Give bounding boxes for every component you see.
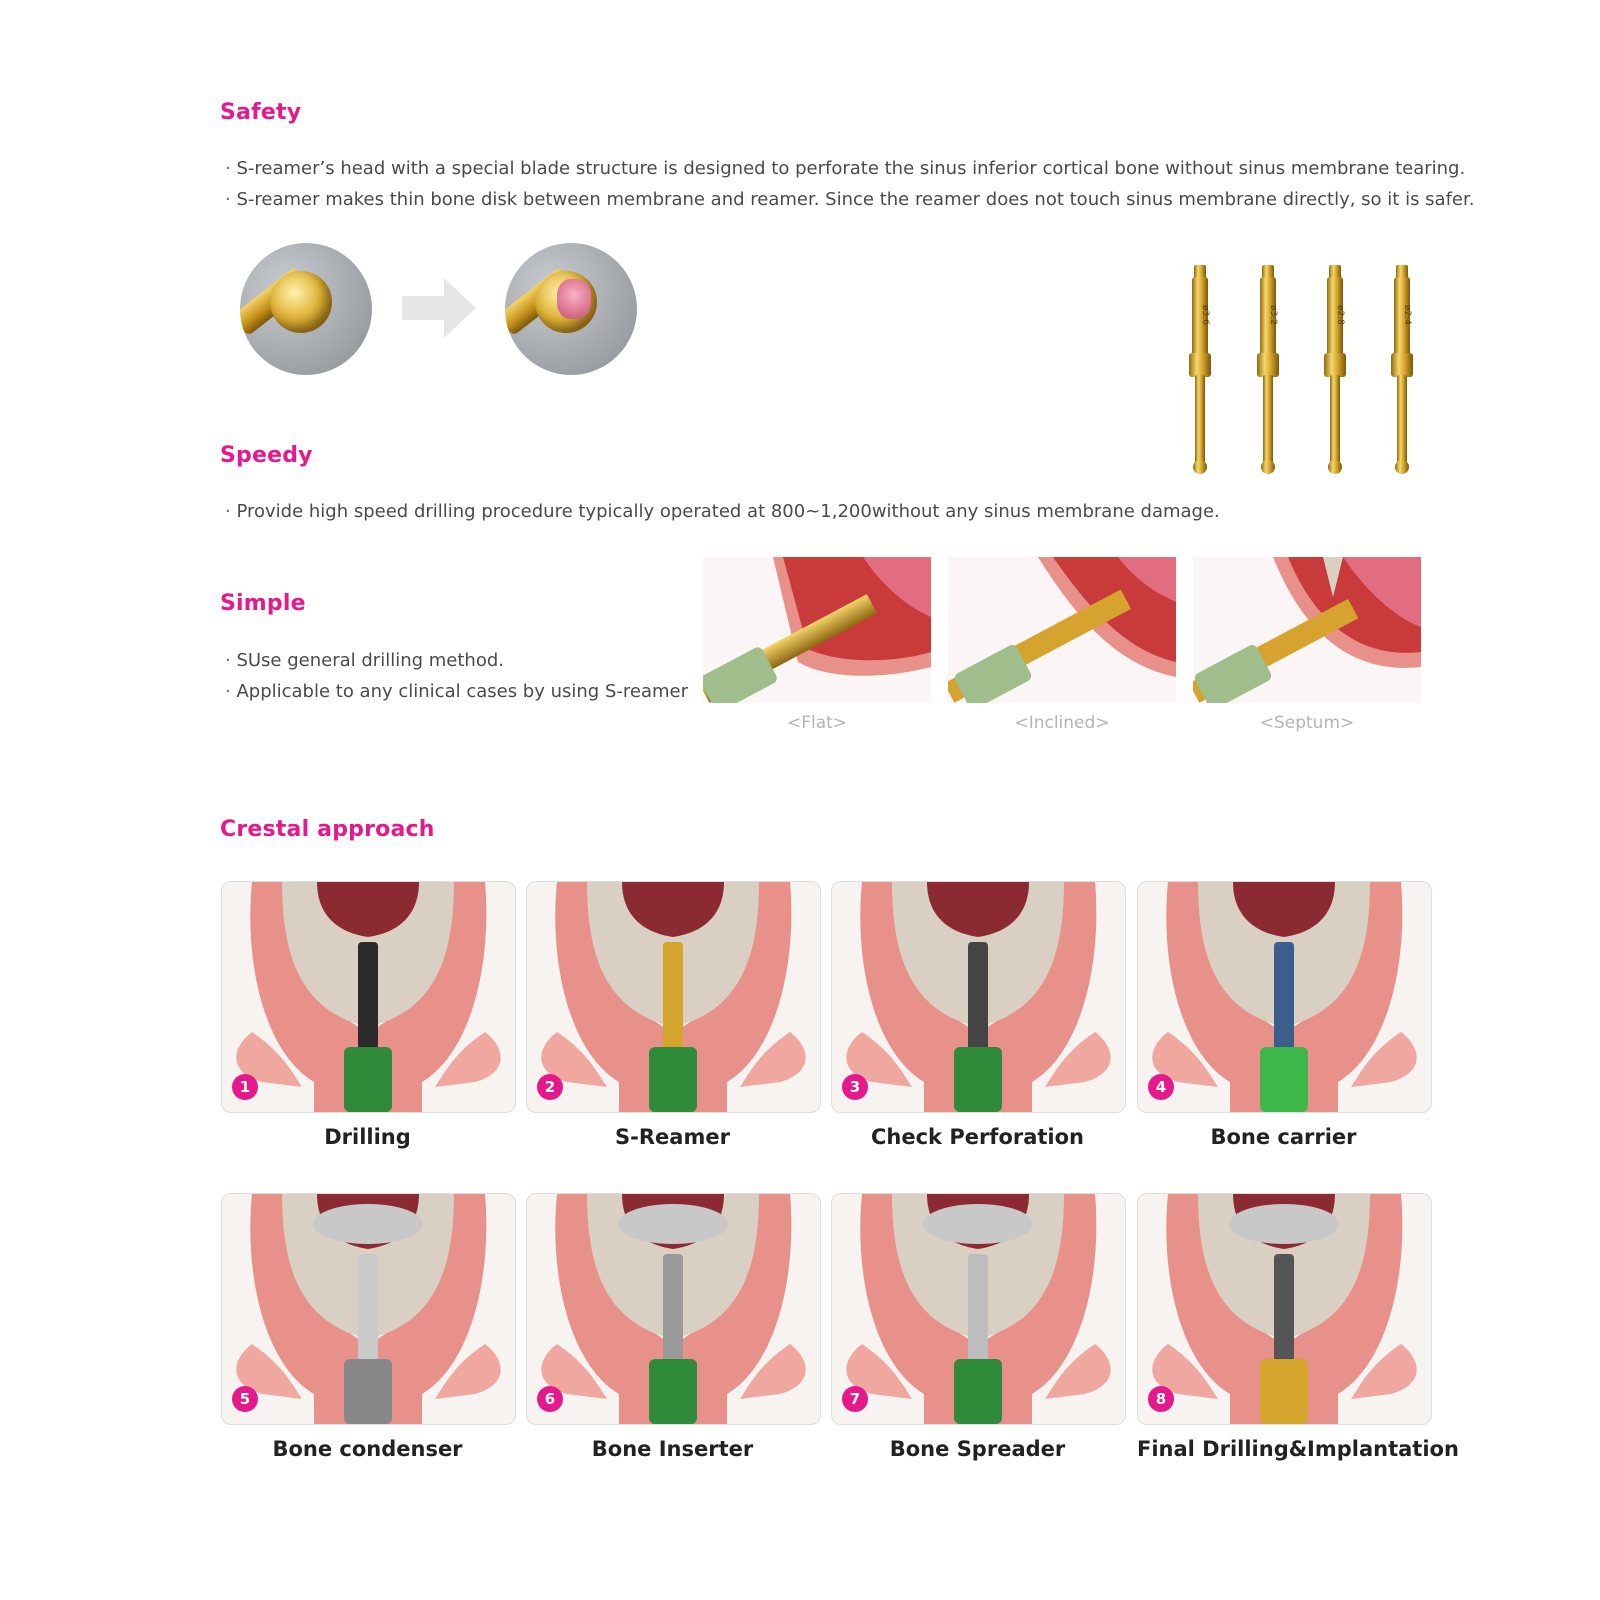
reamer-bone-disk-photo [505, 243, 637, 375]
speedy-bullet-1: · Provide high speed drilling procedure typically operated at 800~1,200without any sinus membrane damage. [225, 496, 1220, 527]
step-number-badge: 7 [842, 1386, 868, 1412]
step-label-4: Bone carrier [1210, 1125, 1357, 1149]
safety-bullet-2: · S-reamer makes thin bone disk between membrane and reamer. Since the reamer does not touch sinus membrane directly, so it is safer. [225, 184, 1474, 215]
reamer-size-label: ø2.8 [1335, 305, 1345, 325]
step-card-2 [526, 881, 821, 1113]
simple-bullet-2: · Applicable to any clinical cases by using S-reamer [225, 676, 688, 707]
reamer-size-label: ø3.6 [1200, 305, 1210, 325]
step-card-4 [1137, 881, 1432, 1113]
step-label-8: Final Drilling&Implantation [1137, 1437, 1459, 1461]
step-card-5 [221, 1193, 516, 1425]
step-label-1: Drilling [324, 1125, 411, 1149]
arrow-right-icon [402, 278, 476, 338]
simple-bullet-1: · SUse general drilling method. [225, 645, 688, 676]
speedy-heading: Speedy [220, 443, 313, 468]
case-figure-septum [1193, 557, 1421, 703]
step-number-badge: 2 [537, 1074, 563, 1100]
safety-bullet-1: · S-reamer’s head with a special blade structure is designed to perforate the sinus inferior cortical bone without sinus membrane tearing. [225, 153, 1474, 184]
step-card-1 [221, 881, 516, 1113]
case-label-septum: <Septum> [1259, 713, 1355, 733]
step-number-badge: 6 [537, 1386, 563, 1412]
step-card-8 [1137, 1193, 1432, 1425]
case-figure-flat [703, 557, 931, 703]
reamer-2 [1257, 265, 1279, 474]
safety-heading: Safety [220, 100, 302, 125]
case-label-flat: <Flat> [786, 713, 848, 733]
reamer-3 [1324, 265, 1346, 474]
reamer-4 [1391, 265, 1413, 474]
step-label-6: Bone Inserter [591, 1437, 754, 1461]
reamer-size-label: ø2.4 [1402, 305, 1412, 325]
step-number-badge: 1 [232, 1074, 258, 1100]
case-label-inclined: <Inclined> [1014, 713, 1110, 733]
step-card-6 [526, 1193, 821, 1425]
reamer-head-photo [240, 243, 372, 375]
simple-heading: Simple [220, 591, 306, 616]
speedy-bullets [225, 496, 1220, 527]
step-label-7: Bone Spreader [889, 1437, 1066, 1461]
crestal-heading: Crestal approach [220, 817, 435, 842]
simple-bullets [225, 645, 688, 707]
case-figure-inclined [948, 557, 1176, 703]
reamer-size-label: ø3.2 [1268, 305, 1278, 325]
reamer-1 [1189, 265, 1211, 474]
step-label-5: Bone condenser [272, 1437, 463, 1461]
step-card-3 [831, 881, 1126, 1113]
step-number-badge: 5 [232, 1386, 258, 1412]
step-number-badge: 3 [842, 1074, 868, 1100]
step-label-2: S-Reamer [615, 1125, 730, 1149]
safety-bullets [225, 153, 1474, 215]
step-card-7 [831, 1193, 1126, 1425]
step-number-badge: 4 [1148, 1074, 1174, 1100]
step-number-badge: 8 [1148, 1386, 1174, 1412]
step-label-3: Check Perforation [870, 1125, 1085, 1149]
reamer-set-image [1180, 265, 1420, 485]
